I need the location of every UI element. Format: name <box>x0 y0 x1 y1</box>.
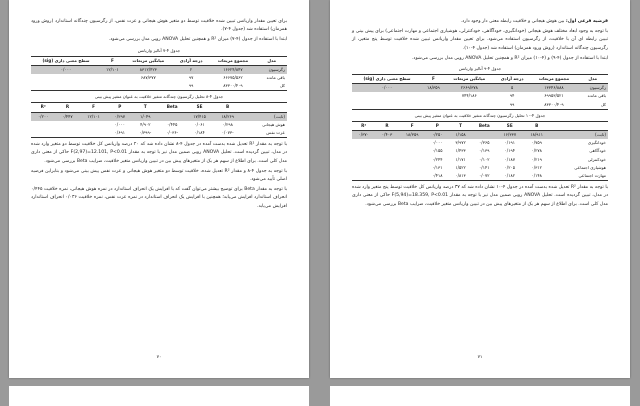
left-page-number: ۷۰ <box>156 354 162 360</box>
table-cell: ۱۲/۱۰۱ <box>80 112 108 121</box>
table-header-cell: P <box>426 121 449 130</box>
table-header-cell: درجه آزادی <box>494 75 531 84</box>
table-cell: رگرسیون <box>256 65 287 74</box>
table-cell: (ثابت) <box>242 112 287 121</box>
table-cell <box>352 92 422 100</box>
document-page-right <box>330 0 630 378</box>
table-header-cell: مجموع مربعات <box>210 56 257 65</box>
table-cell: ۰/۶۹۱ <box>108 129 132 138</box>
table-cell <box>399 164 426 172</box>
table-header-cell <box>242 103 287 112</box>
table-cell <box>101 82 124 91</box>
table-cell: ۱/۴۳۳ <box>455 148 466 154</box>
table-cell: ۰/۲۹۷ <box>108 112 132 121</box>
left-regression-table <box>31 102 287 138</box>
table-cell: ۰/۱۴۸ <box>523 172 550 181</box>
table-cell: ۰/۴۰۳ <box>375 131 398 140</box>
table-cell <box>80 121 108 129</box>
table-cell <box>375 156 398 164</box>
table-cell: ۰/۱۳۱ <box>432 164 443 170</box>
left-paragraph-3: با توجه به مقدار R² تعدیل شده بدست آمده در جدول ۴-۸ نشان داده شد که ۲۰ درصد واریانس کل خلاقیت توسط دو متغیر وارد شده در مدل، تبیین گردیده است. تحلیل ANOVA رویی ضمین مدل نیز با توجه به مقدار F(2,97)=12.101, P<0.01 حاکی از معنی داری مدل کلی است. برای اطلاع از سهم هر یک از متغیرهای پیش بین در تبیین واریانس متغیر خلاقیت، ضرایب Beta بررسی می‌شود. <box>31 142 288 164</box>
table-cell: ۰/۰۶۱ <box>194 121 205 127</box>
table-cell <box>445 101 494 110</box>
table-header-cell: R <box>55 103 79 112</box>
next-page-right-edge <box>330 386 630 406</box>
table-cell: ۰/۲۱۹ <box>531 156 542 162</box>
table-cell: ۰/۱۰۲ <box>479 156 490 162</box>
table-row <box>31 112 287 121</box>
left-paragraph-5: با توجه به مقدار Beta برای توضیح بیشتر می‌توان گفت که با افزایش یک انحراف استاندارد در نمره هوش هیجانی، نمره خلاقیت ۰/۴۴۵ انحراف استاندارد افزایش می‌یابد؛ همچنین با افزایش یک انحراف استاندارد در نمره عزت نفس، نمره خلاقیت ۰/۰۳۶ انحراف استاندارد افزایش می‌یابد. <box>31 187 288 209</box>
table-cell <box>101 74 124 82</box>
table-header-cell: SE <box>186 103 214 112</box>
table-cell: ۶۸۷/۳۷۷ <box>140 75 156 81</box>
table-cell: ۰/۲۰۵ <box>504 164 515 170</box>
table-header-row <box>352 121 608 130</box>
table-cell: -۰/۳۹۹ <box>132 129 159 138</box>
right-anova-table <box>352 74 608 110</box>
table-row <box>352 156 608 164</box>
right-table1-caption: جدول ۴-۹ آنالیز واریانس <box>458 66 502 72</box>
table-cell: ۷۴۴/۱۸۶ <box>461 93 477 99</box>
table-cell: ۰/۲۰۰ <box>31 112 55 121</box>
table-cell: ۰/۰۰۰ <box>114 121 125 127</box>
table-cell: ۰/۴۴۷ <box>55 112 79 121</box>
table-cell: ۰/۱۹۴ <box>504 148 515 154</box>
table-header-cell: F <box>399 121 426 130</box>
table-cell: ۰/۰۰۰ <box>352 84 422 93</box>
table-cell <box>352 172 375 181</box>
table-cell <box>375 147 398 155</box>
right-paragraph-2: ابتدا با استفاده از جدول (۴-۹) و (۴-۱۰) میزان R² و همچنین تحلیل ANOVA رویی مدل بررسی می‌شود. <box>411 55 608 61</box>
table-cell: ۱۳۳۴۶/۸۸۸ <box>531 84 578 93</box>
table-cell: ۹۹ <box>494 101 531 110</box>
table-cell: خودکنترلی <box>587 156 606 162</box>
table-cell: ۱/۰۴۹ <box>132 112 159 121</box>
table-cell: هوشیاری اجتماعی <box>574 164 606 170</box>
table-cell <box>399 139 426 147</box>
table-cell: (ثابت) <box>550 131 608 140</box>
table-header-row <box>31 56 287 65</box>
table-header-cell: سطح معنی داری (sig) <box>352 75 422 84</box>
table-cell: ۰/۲۵۰ <box>426 131 449 140</box>
table-cell <box>399 172 426 181</box>
table-cell <box>352 156 375 164</box>
table-cell: -۰/۰۷۳ <box>214 129 242 138</box>
table-cell: ۱/۱۷۱ <box>455 156 466 162</box>
table-header-cell: T <box>449 121 472 130</box>
table-header-cell: میانگین مربعات <box>124 56 173 65</box>
table-cell: باقی مانده <box>587 93 606 99</box>
table-cell: خودآگاهی <box>589 148 606 154</box>
document-page-left <box>9 0 309 378</box>
left-paragraph-4: با توجه به جدول ۴-۸ و مقدار R² تعدیل شده، خلاقیت توسط دو متغیر هوش هیجانی و عزت نفس پیش بینی می‌شود و بنابراین فرضیه اصلی تأیید می‌شود. <box>31 168 287 183</box>
table-cell: ۰/۲۷۸ <box>531 148 542 154</box>
left-paragraph-1: برای تعیین مقدار واریانس تبیین شده خلاقیت توسط دو متغیر هوش هیجانی و عزت نفس، از رگرسیون چندگانه استاندارد (روش ورود همزمان) استفاده شد (جدول ۴-۷). <box>31 19 287 33</box>
table-cell: ۰/۴۱۸ <box>426 172 449 181</box>
table-header-cell: B <box>214 103 242 112</box>
table-cell: ۱۸/۲۶۹ <box>214 112 242 121</box>
table-cell: ۵ <box>494 84 531 93</box>
table-header-cell: مجموع مربعات <box>531 75 578 84</box>
table-header-cell: میانگین مربعات <box>445 75 494 84</box>
table-header-cell: مدل <box>256 56 287 65</box>
table-cell: ۱۷/۴۱۵ <box>186 112 214 121</box>
table-cell: ۴/۹۰۲ <box>140 121 151 127</box>
right-table2-caption: جدول ۴-۱۰ تحلیل رگرسیون چندگانه متغیر خلاقیت به عنوان متغیر پیش بینی <box>414 112 546 118</box>
table-cell: خودانگیزی <box>587 140 606 146</box>
table-header-cell: SE <box>496 121 523 130</box>
table-cell: باقی مانده <box>266 75 285 81</box>
table-cell <box>422 101 445 110</box>
table-header-row <box>352 75 608 84</box>
table-row <box>31 121 287 129</box>
table-cell: ۰/۰۰۰ <box>432 140 443 146</box>
table-cell: ۰/۸۱۳ <box>449 172 472 181</box>
table-cell: ۱۶۶۲۴/۸۴۷ <box>210 65 257 74</box>
table-header-cell: F <box>422 75 445 84</box>
table-cell: ۶۹۹۵۳/۵۲۱ <box>544 93 564 99</box>
table-cell: ۹۴ <box>509 93 515 99</box>
table-header-cell: سطح معنی داری (sig) <box>31 56 101 65</box>
table-cell: کل <box>577 101 608 110</box>
table-header-cell: R² <box>31 103 55 112</box>
table-cell <box>55 121 79 129</box>
right-paragraph-1: با توجه به وجود ابعاد مختلف هوش هیجانی (خودانگیزی، خودآگاهی، خودکنترلی، هوشیاری اجتماعی و مهارت اجتماعی) برای پیش بینی و تبیین رابطه ای آن با خلاقیت، از رگرسیون استفاده می‌شود. برای تعیین مقدار واریانس تبیین شده خلاقیت توسط پنج متغیر، از رگرسیون چندگانه استاندارد (روش ورود همزمان) استفاده شد (جدول ۴-۱۰). <box>352 29 608 51</box>
table-header-cell: R <box>375 121 398 130</box>
left-table1-caption: جدول ۴-۷ آنالیز واریانس <box>137 47 181 53</box>
table-row <box>31 65 287 74</box>
table-cell: ۰/۱۸۲ <box>496 172 523 181</box>
table-cell: هوش هیجانی <box>262 121 285 127</box>
table-header-cell: F <box>101 56 124 65</box>
table-cell: ۰/۲۴۴ <box>432 156 443 162</box>
table-cell: ۱/۵۲۲ <box>455 164 466 170</box>
table-cell: ۰/۱۵۵ <box>432 148 443 154</box>
left-anova-table <box>31 56 287 92</box>
table-cell: ۰/۲۹۸ <box>222 121 233 127</box>
table-cell: ۱۶/۳۳۷ <box>496 131 523 140</box>
table-header-cell: R² <box>352 121 375 130</box>
table-cell <box>352 139 375 147</box>
table-header-cell: B <box>523 121 550 130</box>
table-cell <box>55 129 79 138</box>
table-header-cell: P <box>108 103 132 112</box>
table-row <box>352 84 608 93</box>
table-cell: ۱۸/۹۱۱ <box>523 131 550 140</box>
table-cell: مهارت اجتماعی <box>550 172 608 181</box>
next-page-left-edge <box>9 386 309 406</box>
table-cell: ۹۹ <box>173 82 210 91</box>
table-cell <box>352 101 422 110</box>
table-cell: -۰/۰۳۶ <box>159 129 186 138</box>
table-cell <box>31 74 101 82</box>
table-cell: ۰/۴۴۵ <box>166 121 178 127</box>
table-header-cell: Beta <box>159 103 186 112</box>
table-row <box>352 131 608 140</box>
table-row <box>352 164 608 172</box>
table-cell <box>352 164 375 172</box>
table-cell: ۱۸/۳۵۹ <box>422 84 445 93</box>
table-cell: ۲۶۶۹/۳۷۸ <box>445 84 494 93</box>
table-cell: ۰/۱۳۹ <box>479 148 490 154</box>
table-row <box>352 92 608 100</box>
right-page-number: ۷۱ <box>477 354 483 360</box>
table-header-cell: درجه آزادی <box>173 56 210 65</box>
table-cell <box>399 147 426 155</box>
table-row <box>31 129 287 138</box>
right-heading-rest: بین هوش هیجانی و خلاقیت رابطه معنی دار وجود دارد. <box>460 19 565 24</box>
table-cell: ۰/۳۷۰ <box>352 131 375 140</box>
table-cell: ۱/۱۵۸ <box>449 131 472 140</box>
table-header-cell: T <box>132 103 159 112</box>
table-cell: ۰/۱۸۷ <box>504 156 515 162</box>
table-cell <box>31 121 55 129</box>
right-heading-line <box>352 18 608 26</box>
table-header-cell: مدل <box>577 75 608 84</box>
right-heading: فرضیه فرعی اول: <box>565 19 608 24</box>
table-cell: ۸۳۱۲/۴۲۳ <box>124 65 173 74</box>
table-row <box>31 74 287 82</box>
table-cell <box>31 82 101 91</box>
table-header-cell <box>550 121 608 130</box>
table-cell <box>375 164 398 172</box>
table-cell <box>124 82 173 91</box>
table-header-cell: Beta <box>472 121 496 130</box>
table-cell: ۶۶۶۷۵/۵۶۲ <box>223 75 243 81</box>
table-cell: ۲ <box>173 65 210 74</box>
table-cell <box>31 129 55 138</box>
table-cell <box>422 92 445 100</box>
table-cell: ۰/۱۴۱ <box>479 164 490 170</box>
table-cell <box>375 139 398 147</box>
right-regression-table <box>352 121 608 181</box>
table-cell <box>80 129 108 138</box>
right-paragraph-3: با توجه به مقدار R² تعدیل شده بدست آمده در جدول ۴-۱۰ نشان داده شد که ۳۷ درصد واریانس کل خلاقیت توسط پنج متغیر وارد شده در مدل، تبیین گردیده است. تحلیل ANOVA رویی ضمین مدل نیز با توجه به مقدار F(5,94)=18.359, P<0.01 حاکی از معنی داری مدل کلی است. برای اطلاع از سهم هر یک از متغیرهای پیش بین در تبیین واریانس متغیر خلاقیت، ضرایب Beta بررسی می‌شود. <box>352 185 608 207</box>
table-cell <box>399 156 426 164</box>
table-row <box>352 101 608 110</box>
table-cell: ۳/۹۷۲ <box>455 140 466 146</box>
table-cell <box>375 172 398 181</box>
table-cell: عزت نفس <box>242 129 287 138</box>
left-paragraph-2: ابتدا با استفاده از جدول (۴-۷) میزان R² و همچنین تحلیل ANOVA رویی مدل بررسی می‌شود. <box>108 37 287 43</box>
table-row <box>352 139 608 147</box>
table-cell: ۰/۰۷۲ <box>472 172 496 181</box>
table-cell: ۰/۱۹۱ <box>504 140 515 146</box>
table-cell: ۰/۱۸۴ <box>186 129 214 138</box>
table-cell <box>472 131 496 140</box>
table-cell: ۸۳۳۰۰/۴۰۹ <box>210 82 257 91</box>
table-row <box>352 147 608 155</box>
table-cell: ۰/۷۵۹ <box>531 140 542 146</box>
table-cell: رگرسیون <box>577 84 608 93</box>
table-cell <box>352 147 375 155</box>
table-cell: ۸۳۳۰۰/۴۰۹ <box>531 101 578 110</box>
left-table2-caption: جدول ۴-۸ تحلیل رگرسیون چندگانه متغیر خلاقیت به عنوان متغیر پیش بینی <box>94 94 224 100</box>
table-cell: ۰/۳۱۲ <box>531 164 542 170</box>
table-cell: ۰/۳۶۵ <box>479 140 490 146</box>
table-header-row <box>31 103 287 112</box>
table-cell: ۹۷ <box>188 75 194 81</box>
table-row <box>352 172 608 181</box>
table-cell: ۰/۰۰۰ <box>31 65 101 74</box>
table-header-cell: F <box>80 103 108 112</box>
table-cell: کل <box>256 82 287 91</box>
table-cell: ۱۸/۳۵۹ <box>399 131 426 140</box>
table-row <box>31 82 287 91</box>
table-cell: ۱۲/۱۰۱ <box>101 65 124 74</box>
table-cell <box>159 112 186 121</box>
